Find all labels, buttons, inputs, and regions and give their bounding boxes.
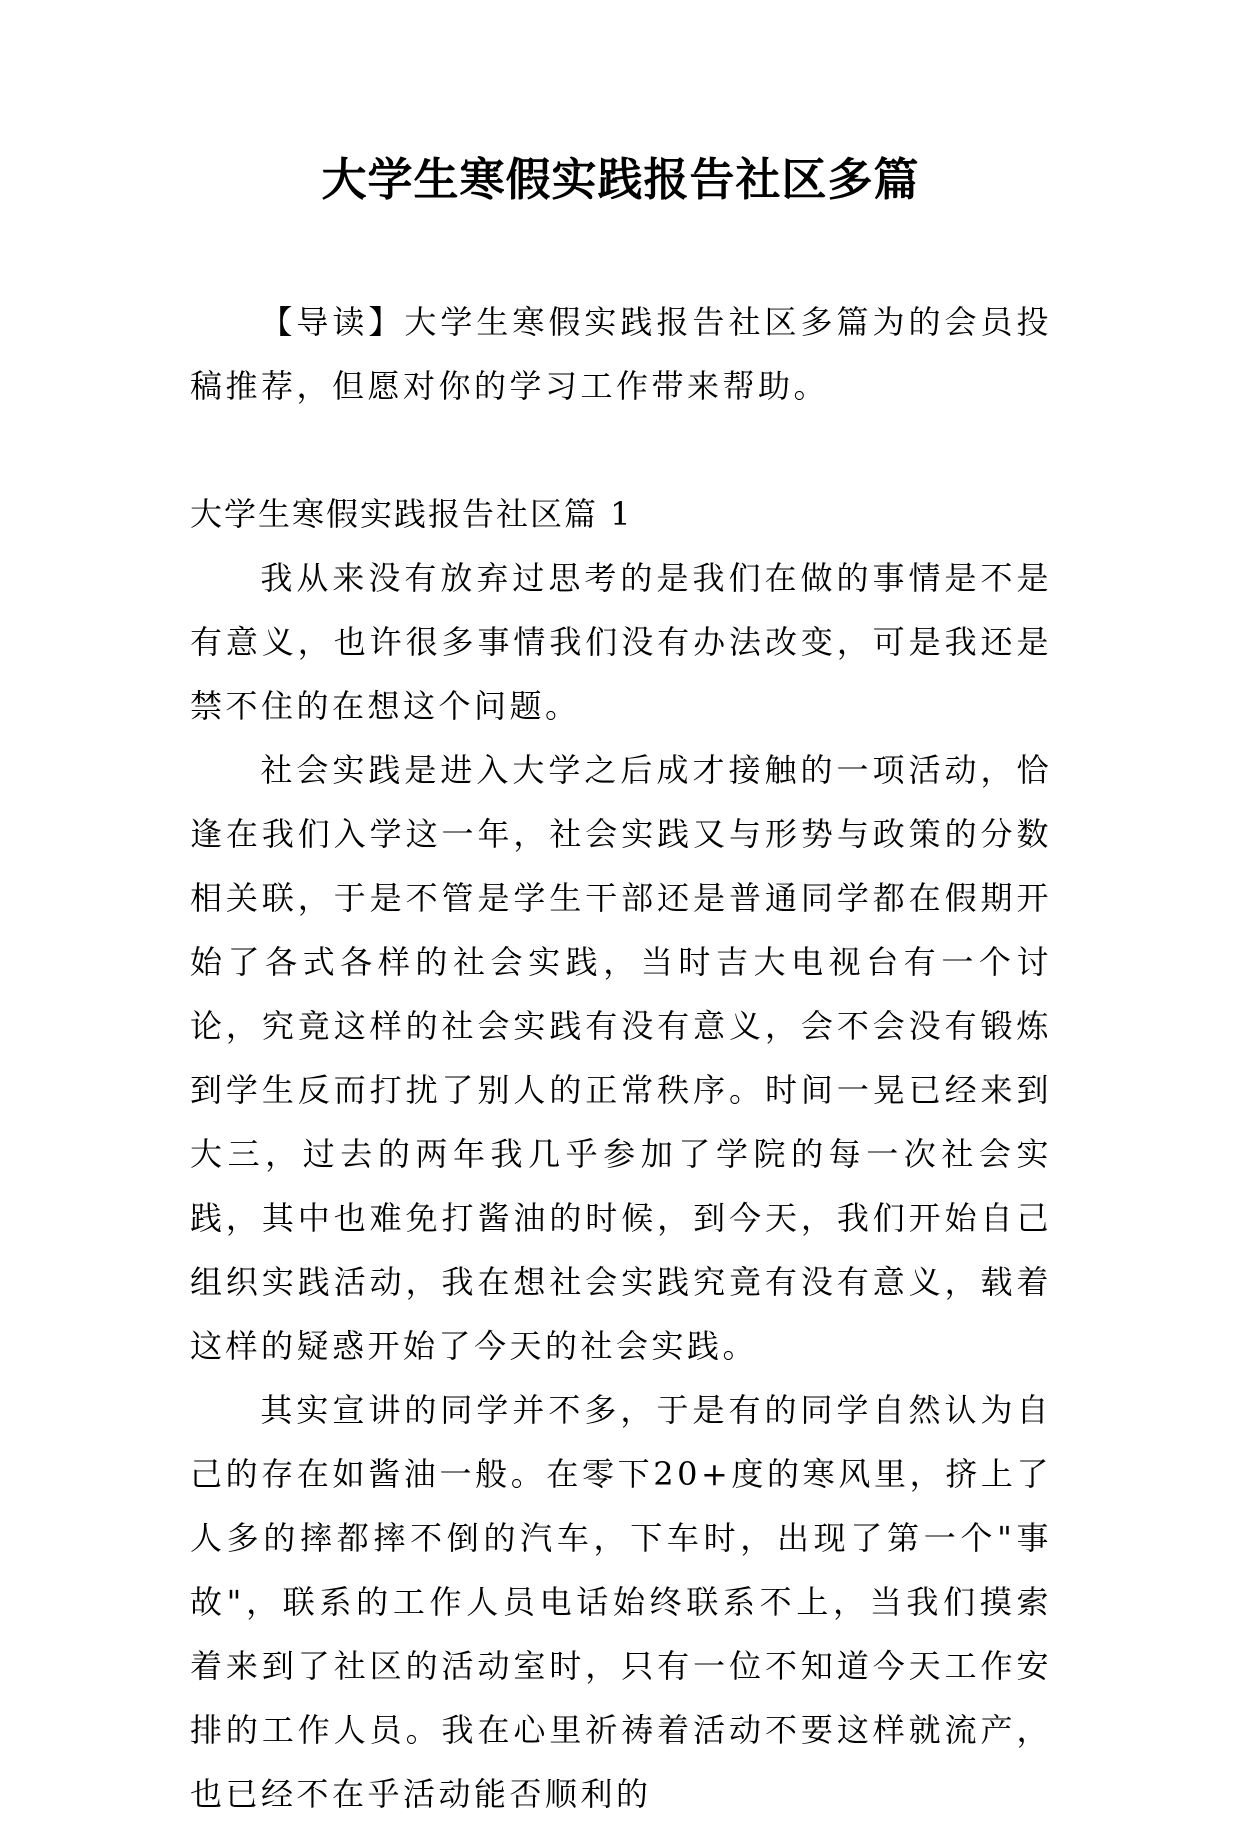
body-paragraph-3: 其实宣讲的同学并不多，于是有的同学自然认为自己的存在如酱油一般。在零下20+度的寒风里，挤上了人多的摔都摔不倒的汽车，下车时，出现了第一个"事故"，联系的工作人员电话始终联系不上，当我们摸索着来到了社区的活动室时，只有一位不知道今天工作安排的工作人员。我在心里祈祷着活动不要这样就流产，也已经不在乎活动能否顺利的 [190, 1391, 1052, 1813]
intro-paragraph: 【导读】大学生寒假实践报告社区多篇为的会员投稿推荐，但愿对你的学习工作带来帮助。 [190, 303, 1052, 405]
document-title: 大学生寒假实践报告社区多篇 [321, 153, 920, 206]
document-body [190, 290, 1052, 1826]
body-paragraph-2: 社会实践是进入大学之后成才接触的一项活动，恰逢在我们入学这一年，社会实践又与形势与政策的分数相关联，于是不管是学生干部还是普通同学都在假期开始了各式各样的社会实践，当时吉大电视台有一个讨论，究竟这样的社会实践有没有意义，会不会没有锻炼到学生反而打扰了别人的正常秩序。时间一晃已经来到大三，过去的两年我几乎参加了学院的每一次社会实践，其中也难免打酱油的时候，到今天，我们开始自己组织实践活动，我在想社会实践究竟有没有意义，载着这样的疑惑开始了今天的社会实践。 [190, 751, 1052, 1365]
body-paragraph-1: 我从来没有放弃过思考的是我们在做的事情是不是有意义，也许很多事情我们没有办法改变，可是我还是禁不住的在想这个问题。 [190, 559, 1052, 725]
section-heading: 大学生寒假实践报告社区篇 1 [190, 495, 633, 533]
